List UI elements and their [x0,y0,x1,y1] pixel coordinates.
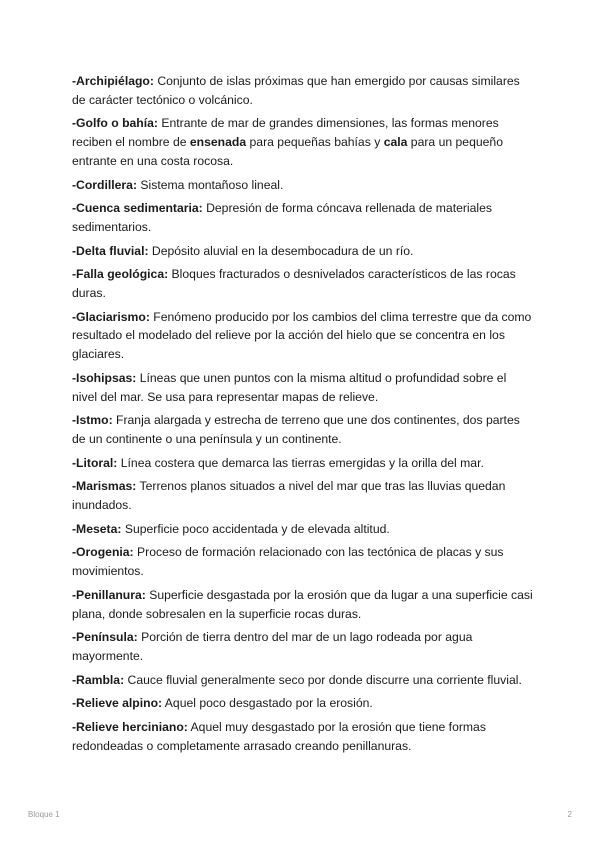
glossary-entry [72,308,534,364]
entry-term: -Litoral: [72,455,118,470]
entry-term: -Delta fluvial: [72,243,149,258]
glossary-entry [72,694,534,713]
entry-definition: Proceso de formación relacionado con las tectónica de placas y sus movimientos. [72,545,504,579]
glossary-entry [72,477,534,514]
glossary-entry [72,628,534,665]
glossary [72,72,534,761]
entry-definition: Sistema montañoso lineal. [137,177,284,192]
glossary-entry [72,114,534,170]
entry-term: -Istmo: [72,413,113,428]
glossary-entry [72,72,534,109]
glossary-entry [72,520,534,539]
footer-section-label: Bloque 1 [28,810,60,819]
entry-term: -Isohipsas: [72,370,137,385]
glossary-entry [72,543,534,580]
entry-term: -Archipiélago: [72,74,154,88]
glossary-entry [72,586,534,623]
entry-definition-end: para un pequeño entrante en una costa rocosa. [72,135,503,168]
glossary-entry [72,411,534,448]
entry-term: -Falla geológica: [72,267,169,282]
entry-definition: Superficie desgastada por la erosión que da lugar a una superficie casi plana, donde sobresalen en la superficie rocas duras. [72,587,533,621]
entry-term: -Relieve herciniano: [72,720,188,735]
entry-term: -Cordillera: [72,177,138,192]
glossary-entry [72,242,534,261]
entry-definition: Franja alargada y estrecha de terreno que une dos continentes, dos partes de un continente o una península y un continente. [72,413,520,446]
entry-term: -Rambla: [72,672,125,687]
entry-definition-cont: para pequeñas bahías y [246,135,384,150]
entry-definition: Aquel muy desgastado por la erosión que tiene formas redondeadas o completamente arrasado creando penillanuras. [72,720,486,753]
entry-term: -Orogenia: [72,545,134,560]
entry-definition: Superficie poco accidentada y de elevada altitud. [121,521,390,536]
bold-word: cala [383,135,408,150]
entry-definition: Aquel poco desgastado por la erosión. [162,696,373,711]
entry-definition: Depresión de forma cóncava rellenada de materiales sedimentarios. [72,201,492,234]
entry-definition: Cauce fluvial generalmente seco por donde discurre una corriente fluvial. [124,672,522,687]
entry-term: -Cuenca sedimentaria: [72,201,203,216]
glossary-entry [72,369,534,406]
page-number: 2 [567,810,572,819]
glossary-entry [72,176,534,195]
entry-definition: Depósito aluvial en la desembocadura de un río. [148,243,414,258]
glossary-entry [72,454,534,473]
entry-definition: Fenómeno producido por los cambios del clima terrestre que da como resultado el modelado del relieve por la acción del hielo que se concentra en los glaciares. [72,309,532,362]
entry-definition: Bloques fracturados o desnivelados característicos de las rocas duras. [72,267,516,301]
glossary-entry [72,671,534,690]
entry-definition: Línea costera que demarca las tierras emergidas y la orilla del mar. [117,455,484,470]
page-footer [28,810,572,819]
entry-definition: Conjunto de islas próximas que han emergido por causas similares de carácter tectónico o volcánico. [72,74,520,107]
entry-term: -Relieve alpino: [72,696,163,711]
entry-definition: Terrenos planos situados a nivel del mar que tras las lluvias quedan inundados. [72,479,506,513]
entry-term: -Marismas: [72,479,137,494]
entry-term: -Golfo o bahía: [72,116,158,131]
entry-term: -Meseta: [72,521,122,536]
entry-term: -Glaciarismo: [72,309,150,324]
glossary-entry [72,265,534,302]
bold-word: ensenada [189,135,247,150]
entry-definition: Líneas que unen puntos con la misma altitud o profundidad sobre el nivel del mar. Se usa para representar mapas de relieve. [72,370,507,404]
entry-definition: Porción de tierra dentro del mar de un lago rodeada por agua mayormente. [72,630,473,663]
glossary-entry [72,718,534,755]
entry-definition: Entrante de mar de grandes dimensiones, las formas menores reciben el nombre de [72,116,499,150]
glossary-entry [72,199,534,236]
entry-term: -Península: [72,630,138,645]
entry-term: -Penillanura: [72,587,146,602]
